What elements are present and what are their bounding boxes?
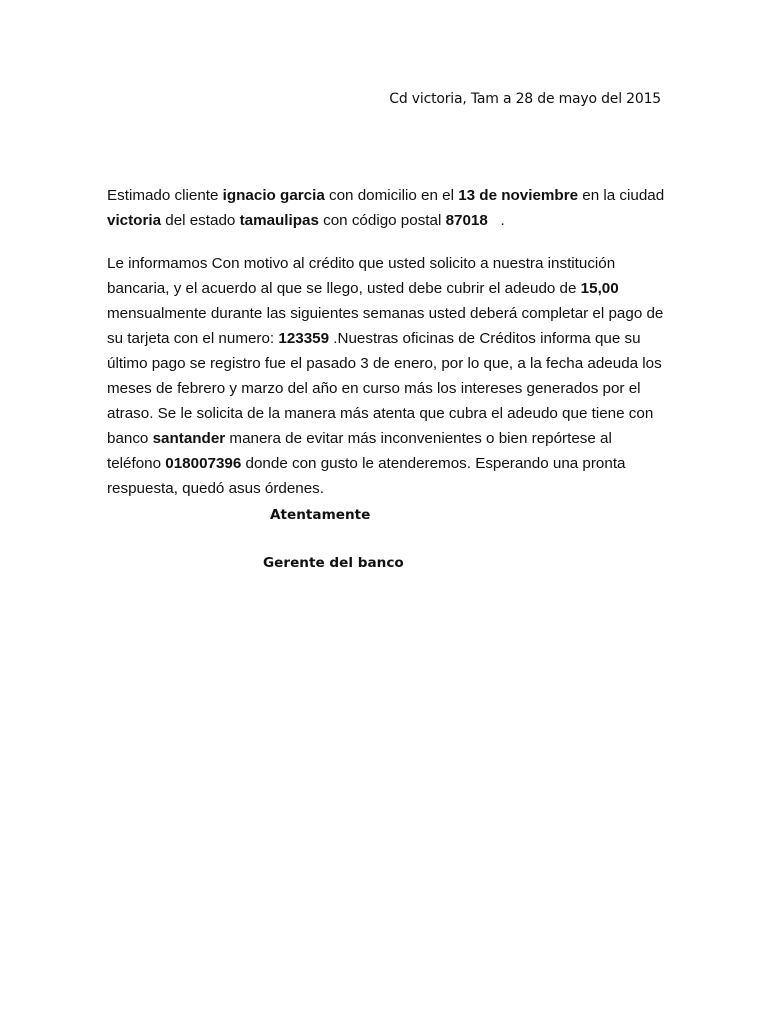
text-run: con domicilio en el (324, 187, 459, 204)
text-run: del estado (161, 212, 240, 229)
text-run: mensualmente durante las siguientes semanas usted deberá completar el pago de su tarjeta con el numero: (107, 305, 664, 347)
state: tamaulipas (239, 212, 319, 229)
text-run: . (487, 212, 505, 229)
date-line: Cd victoria, Tam a 28 de mayo del 2015 (389, 91, 661, 107)
phone-number: 018007396 (165, 455, 242, 472)
text-run: .Nuestras oficinas de Créditos informa que su último pago se registro fue el pasado 3 de enero, por lo que, a la fecha adeuda los meses de febrero y marzo del año en curso más los intereses generados por el atraso. Se le solicita de la manera más atenta que cubra el adeudo que tiene con banco (107, 330, 662, 447)
card-number: 123359 (278, 330, 330, 347)
address: 13 de noviembre (458, 187, 579, 204)
body-paragraph (107, 251, 667, 501)
debt-amount: 15,00 (580, 280, 619, 297)
greeting-paragraph (107, 183, 667, 233)
text-run: manera de evitar más inconvenientes o bien repórtese al teléfono (107, 430, 612, 472)
text-run: donde con gusto le atenderemos. Esperando una pronta respuesta, quedó asus órdenes. (107, 455, 626, 497)
signature: Gerente del banco (263, 555, 404, 571)
city: victoria (107, 212, 162, 229)
postal-code: 87018 (445, 212, 488, 229)
client-name: ignacio garcia (222, 187, 325, 204)
closing: Atentamente (270, 507, 371, 523)
bank-name: santander (152, 430, 226, 447)
text-run: en la ciudad (578, 187, 665, 204)
text-run: con código postal (318, 212, 446, 229)
text-run: Estimado cliente (107, 187, 223, 204)
text-run: Le informamos Con motivo al crédito que usted solicito a nuestra institución bancaria, y el acuerdo al que se llego, usted debe cubrir el adeudo de (107, 255, 616, 297)
